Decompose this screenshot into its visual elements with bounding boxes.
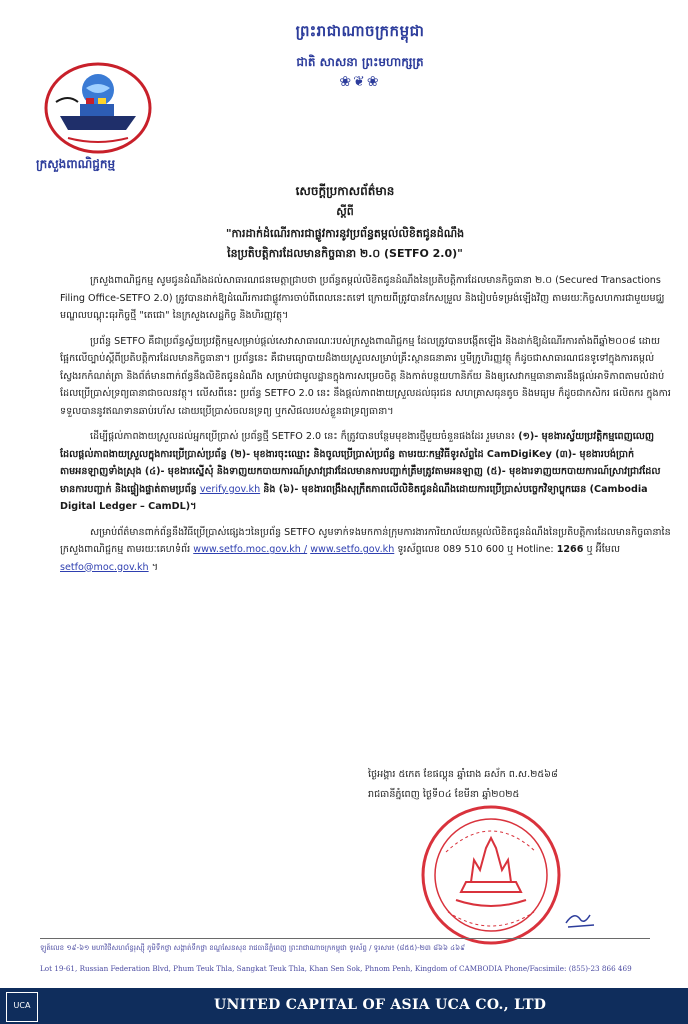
email-link[interactable]: setfo@moc.gov.kh xyxy=(60,561,149,573)
signature-icon xyxy=(560,905,600,935)
official-seal-icon xyxy=(416,800,566,950)
title-line-3: "ការដាក់ដំណើរការជាផ្លូវការនូវប្រព័ន្ធតម្កល់លិខិតជូនដំណឹង xyxy=(225,227,465,240)
paragraph-3 xyxy=(60,428,672,516)
paragraph-1: ក្រសួងពាណិជ្ជកម្ម សូមជូនដំណឹងដល់សាធារណជនមេត្តាជ្រាបថា ប្រព័ន្ធតម្កល់លិខិតជូនដំណឹងនៃប្រតិបត្តិការដែលមានកិច្ចធានា ២.០ (Secured Transactions Filing Office-SETFO 2.0) ត្រូវបានដាក់ឱ្យដំណើរការជាផ្លូវការចាប់ពីពេលនេះតទៅ ក្រោយពីត្រូវបានកែសម្រួល និងរៀបចំទម្រង់ឡើងវិញ តាមរយៈកិច្ចសហការជាមួយមជ្ឈមណ្ឌលបណ្តុះធុរកិច្ចថ្មី "តេជោ" នៃក្រសួងសេដ្ឋកិច្ច និងហិរញ្ញវត្ថុ។ xyxy=(60,275,665,321)
setfo-gov-link[interactable]: www.setfo.gov.kh xyxy=(310,544,395,555)
verify-link[interactable]: verify.gov.kh xyxy=(199,483,261,495)
uca-logo-icon: UCA xyxy=(6,992,38,1022)
paragraph-3-tail: និង (៦)- មុខងារពង្រឹងសុក្រឹតភាពលើលិខិតជូនដំណឹងដោយការប្រើប្រាស់បច្ចេកវិទ្យាប្លុកឆេន (Cambodia Digital Ledger – CamDL)។ xyxy=(60,483,648,512)
hotline-number: 1266 xyxy=(556,544,584,555)
solar-date: រាជធានីភ្នំពេញ ថ្ងៃទី០៤ ខែមីនា ឆ្នាំ២០២៥ xyxy=(368,789,520,800)
ornament-divider: ❀❦❀ xyxy=(339,74,381,90)
paragraph-3-intro: ដើម្បីផ្តល់ភាពងាយស្រួលដល់អ្នកប្រើប្រាស់ ប្រព័ន្ធថ្មី SETFO 2.0 នេះ ក៏ត្រូវបានបន្ថែមមុខងារថ្មីមួយចំនួនផងដែរ រួមមាន៖ xyxy=(90,431,516,442)
ministry-name: ក្រសួងពាណិជ្ជកម្ម xyxy=(36,157,116,171)
paragraph-4-c: ឬ អ៊ីមែល xyxy=(586,544,620,555)
address-english: Lot 19-61, Russian Federation Blvd, Phum Teuk Thla, Sangkat Teuk Thla, Khan Sen Sok, Phnom Penh, Kingdom of CAMBODIA Phone/Facsimile: (855)-23 866 469 xyxy=(40,964,632,973)
address-khmer: ឡូត៍លេខ ១៩-៦១ មហាវិថីសហព័ន្ធរុស្ស៊ី ភូមិទឹកថ្លា សង្កាត់ទឹកថ្លា ខណ្ឌសែនសុខ រាជធានីភ្នំពេញ ព្រះរាជាណាចក្រកម្ពុជា ទូរស័ព្ទ / ទូរសារ៖ (៨៥៥)-២៣ ៨៦៦ ៤៦៩ xyxy=(40,944,466,952)
date-block xyxy=(368,765,558,805)
announcement-body xyxy=(60,272,672,584)
paragraph-4-a: សម្រាប់ព័ត៌មានពាក់ព័ន្ធនឹងវិធីប្រើប្រាស់ផ្សេងៗនៃប្រព័ន្ធ SETFO សូមទាក់ទងមកកាន់ក្រុមការងារការិយាល័យតម្កល់លិខិតជូនដំណឹងនៃប្រតិបត្តិការដែលមានកិច្ចធានានៃក្រសួងពាណិជ្ជកម្ម តាមរយៈគេហទំព័រ xyxy=(60,526,671,555)
setfo-moc-link[interactable]: www.setfo.moc.gov.kh / xyxy=(193,544,308,555)
paragraph-4-d: ។ xyxy=(151,561,159,573)
title-line-4: នៃប្រតិបត្តិការដែលមានកិច្ចធានា ២.០ (SETFO 2.0)" xyxy=(227,247,463,260)
announcement-title xyxy=(90,183,600,263)
lunar-date: ថ្ងៃអង្គារ ៥កេត ខែផល្គុន ឆ្នាំរោង ឆស័ក ព.ស.២៥៦៨ xyxy=(368,769,558,780)
paragraph-2: ប្រព័ន្ធ SETFO គឺជាប្រព័ន្ធស្វ័យប្រវត្តិកម្មសម្រាប់ផ្តល់សេវាសាធារណៈរបស់ក្រសួងពាណិជ្ជកម្ម ដែលត្រូវបានបង្កើតឡើង និងដាក់ឱ្យដំណើរការតាំងពីឆ្នាំ២០០៨ ដោយផ្អែកលើច្បាប់ស្តីពីប្រតិបត្តិការដែលមានកិច្ចធានា។ ប្រព័ន្ធនេះ គឺជាមធ្យោបាយដ៏ងាយស្រួលសម្រាប់គ្រឹះស្ថានធនាគារ ឬមីក្រូហិរញ្ញវត្ថុ ក៏ដូចជាសាធារណជនទូទៅក្នុងការតម្កល់ ស្វែងរកកំណត់ត្រា និងព័ត៌មានពាក់ព័ន្ធនឹងលិខិតជូនដំណឹង សម្រាប់ជាមូលដ្ឋានក្នុងការសម្រេចចិត្ត និងកាត់បន្ថយហានិភ័យ និងឲ្យសេវាកម្មធានាគារនឹងផ្តល់អាទិភាពតាមលំដាប់ ដែលប្រើប្រាស់ទ្រព្យធានាជាចលនវត្ថុ។ លើសពីនេះ ប្រព័ន្ធ SETFO 2.0 នេះ នឹងផ្តល់ភាពងាយស្រួលដល់ធុរជន សហគ្រាសធុនតូច និងមធ្យម ក៏ដូចជាកសិករ ផលិតករ ក្នុងការទទួលបាននូវឥណទានឆាប់រហ័ស ដោយប្រើប្រាស់ចលនទ្រព្យ ឬកសិផលរបស់ខ្លួនជាទ្រព្យធានា។ xyxy=(60,335,671,417)
title-line-1: សេចក្តីប្រកាសព័ត៌មាន xyxy=(295,184,395,198)
company-name: UNITED CAPITAL OF ASIA UCA CO., LTD xyxy=(214,997,547,1013)
footer-divider xyxy=(40,938,650,939)
company-footer-bar xyxy=(0,988,688,1024)
paragraph-4-b: ទូរស័ព្ទលេខ 089 510 600 ឬ Hotline: xyxy=(397,544,554,555)
national-motto: ជាតិ សាសនា ព្រះមហាក្សត្រ xyxy=(296,55,424,69)
ministry-emblem-icon xyxy=(38,58,158,158)
kingdom-header xyxy=(200,22,520,90)
kingdom-name: ព្រះរាជាណាចក្រកម្ពុជា xyxy=(295,22,425,40)
paragraph-3-items: (១)- មុខងារស្វ័យប្រវត្តិកម្មពេញលេញ ដែលផ្តល់ភាពងាយស្រួលក្នុងការប្រើប្រាស់ប្រព័ន្ធ (២)- មុខងារចុះឈ្មោះ និងចូលប្រើប្រាស់ប្រព័ន្ធ តាមរយៈកម្មវិធីទូរស័ព្ទដៃ CamDigiKey (៣)- មុខងារបង់ប្រាក់តាមអនឡាញទាំងស្រុង (៤)- មុខងារស្នើសុំ និងទាញយកបាយការណ៍ស្រាវជ្រាវដែលមានការបញ្ជាក់ត្រឹមត្រូវតាមអនឡាញ (៥)- មុខងារទាញយកបាយការណ៍ស្រាវជ្រាវដែលមានការបញ្ជាក់ និងផ្ទៀងផ្ទាត់តាមប្រព័ន្ធ xyxy=(60,431,661,495)
title-line-2: ស្តីពី xyxy=(336,205,354,218)
paragraph-4 xyxy=(60,524,672,577)
